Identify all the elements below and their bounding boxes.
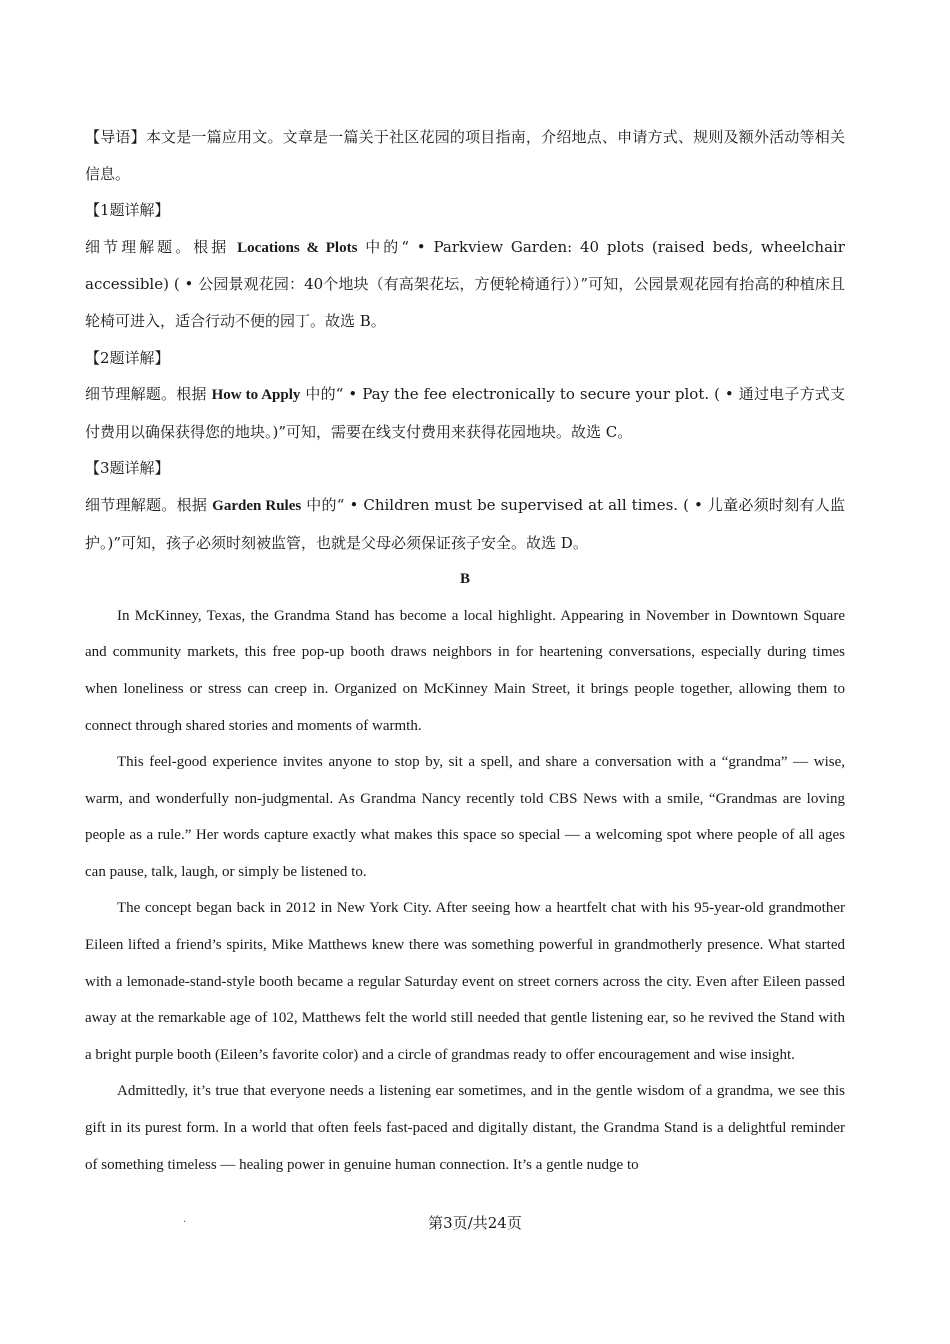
q3-explanation	[85, 487, 845, 561]
footer-dot: .	[183, 1214, 187, 1225]
q3-post: 中的“ • Children must be supervised at all times. ( • 儿童必须时刻有人监护。)”可知，孩子必须时刻被监管，也就是父母必须保证孩子安全。故选 D。	[85, 495, 845, 552]
q1-pre: 细节理解题。根据	[85, 237, 238, 256]
section-b-title: B	[459, 571, 470, 588]
q1-explanation	[85, 229, 845, 340]
q2-keyword: How to Apply	[211, 387, 301, 404]
page-number: 第3页/共24页	[428, 1214, 522, 1232]
q2-heading: 【2题详解】	[85, 348, 170, 367]
q2-pre: 细节理解题。根据	[85, 385, 212, 404]
document-body	[85, 119, 845, 1183]
passage-paragraph: The concept began back in 2012 in New York City. After seeing how a heartfelt chat with his 95-year-old grandmother Eileen lifted a friend’s spirits, Mike Matthews knew there was something powerful in grandmotherly presence. What started with a lemonade-stand-style booth became a regular Saturday event on street corners across the city. Even after Eileen passed away at the remarkable age of 102, Matthews felt the world still needed that gentle listening ear, so he revived the Stand with a bright purple booth (Eileen’s favorite color) and a circle of grandmas ready to offer encouragement and wise insight.	[85, 900, 845, 1063]
passage-paragraph: This feel-good experience invites anyone to stop by, sit a spell, and share a conversation with a “grandma” — wise, warm, and wonderfully non-judgmental. As Grandma Nancy recently told CBS News with a smile, “Grandmas are loving people as a rule.” Her words capture exactly what makes this space so special — a welcoming spot where people of all ages can pause, talk, laugh, or simply be listened to.	[85, 754, 845, 880]
q3-heading: 【3题详解】	[85, 459, 170, 478]
q2-post: 中的“ • Pay the fee electronically to secure your plot. ( • 通过电子方式支付费用以确保获得您的地块。)”可知，需要在线支付费用来获得花园地块。故选 C。	[85, 385, 845, 441]
passage-b	[85, 598, 845, 1184]
q1-keyword: Locations & Plots	[237, 239, 358, 256]
guide-paragraph: 【导语】本文是一篇应用文。文章是一篇关于社区花园的项目指南，介绍地点、申请方式、规则及额外活动等相关信息。	[85, 128, 845, 183]
q3-pre: 细节理解题。根据	[85, 495, 213, 514]
passage-paragraph: In McKinney, Texas, the Grandma Stand has become a local highlight. Appearing in November in Downtown Square and community markets, this free pop-up booth draws neighbors in for heartening conversations, especially during times when loneliness or stress can creep in. Organized on McKinney Main Street, it brings people together, allowing them to connect through shared stories and moments of warmth.	[85, 607, 845, 734]
q2-explanation	[85, 376, 845, 450]
q1-heading: 【1题详解】	[85, 201, 170, 220]
q3-keyword: Garden Rules	[212, 497, 302, 514]
q1-post: 中的“ • Parkview Garden: 40 plots (raised beds, wheelchair accessible) ( • 公园景观花园：40个地块（有高架花坛，方便轮椅通行））”可知，公园景观花园有抬高的种植床且轮椅可进入，适合行动不便的园丁。故选 B。	[85, 237, 845, 330]
passage-paragraph: Admittedly, it’s true that everyone needs a listening ear sometimes, and in the gentle wisdom of a grandma, we see this gift in its purest form. In a world that often feels fast-paced and digitally distant, the Grandma Stand is a delightful reminder of something timeless — healing power in genuine human connection. It’s a gentle nudge to	[85, 1083, 845, 1173]
